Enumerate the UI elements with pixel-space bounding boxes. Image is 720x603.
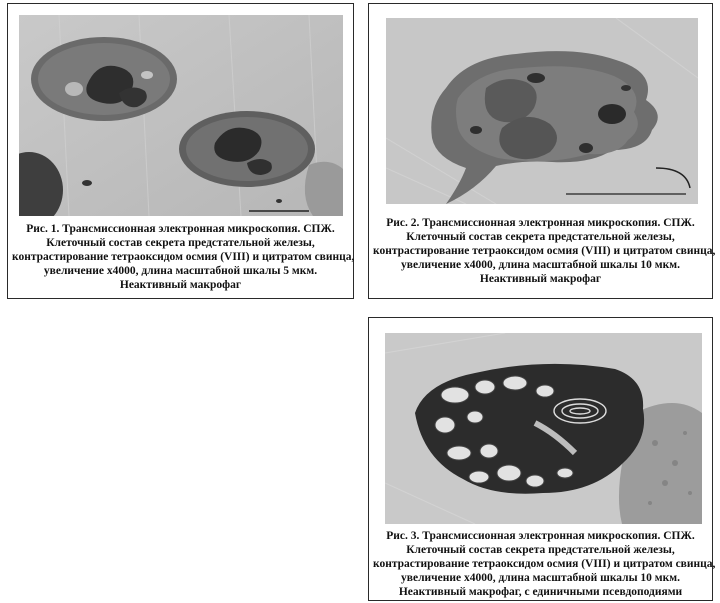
caption-line: увеличение х4000, длина масштабной шкалы 10 мкм. [401, 572, 680, 584]
figure-1 [7, 3, 354, 299]
figure-2-caption [373, 216, 716, 286]
figure-1-micrograph [19, 15, 343, 216]
caption-line: контрастирование тетраоксидом осмия (VIII) и цитратом свинца, [373, 245, 716, 257]
caption-line: Клеточный состав секрета предстательной железы, [406, 231, 675, 243]
caption-line: Неактивный макрофаг [479, 273, 602, 285]
caption-line: Клеточный состав секрета предстательной железы, [46, 237, 315, 249]
figure-2-micrograph [386, 18, 698, 204]
figure-1-caption [12, 222, 355, 292]
figure-3 [368, 317, 716, 601]
figure-2 [368, 3, 716, 299]
caption-line: Клеточный состав секрета предстательной железы, [406, 544, 675, 556]
caption-line: Рис. 3. Трансмиссионная электронная микроскопия. СПЖ. [386, 530, 695, 542]
figure-3-micrograph [385, 333, 702, 524]
caption-line: контрастирование тетраоксидом осмия (VIII) и цитратом свинца, [373, 558, 716, 570]
caption-line: Рис. 2. Трансмиссионная электронная микроскопия. СПЖ. [386, 217, 695, 229]
caption-line: контрастирование тетраоксидом осмия (VIII) и цитратом свинца, [12, 251, 355, 263]
caption-line: увеличение х4000, длина масштабной шкалы 5 мкм. [43, 265, 318, 277]
caption-line: Неактивный макрофаг [119, 279, 242, 291]
caption-line: Неактивный макрофаг, с единичными псевдоподиями [398, 586, 683, 598]
figure-3-caption [373, 529, 716, 599]
caption-line: увеличение х4000, длина масштабной шкалы 10 мкм. [401, 259, 680, 271]
caption-line: Рис. 1. Трансмиссионная электронная микроскопия. СПЖ. [26, 223, 335, 235]
